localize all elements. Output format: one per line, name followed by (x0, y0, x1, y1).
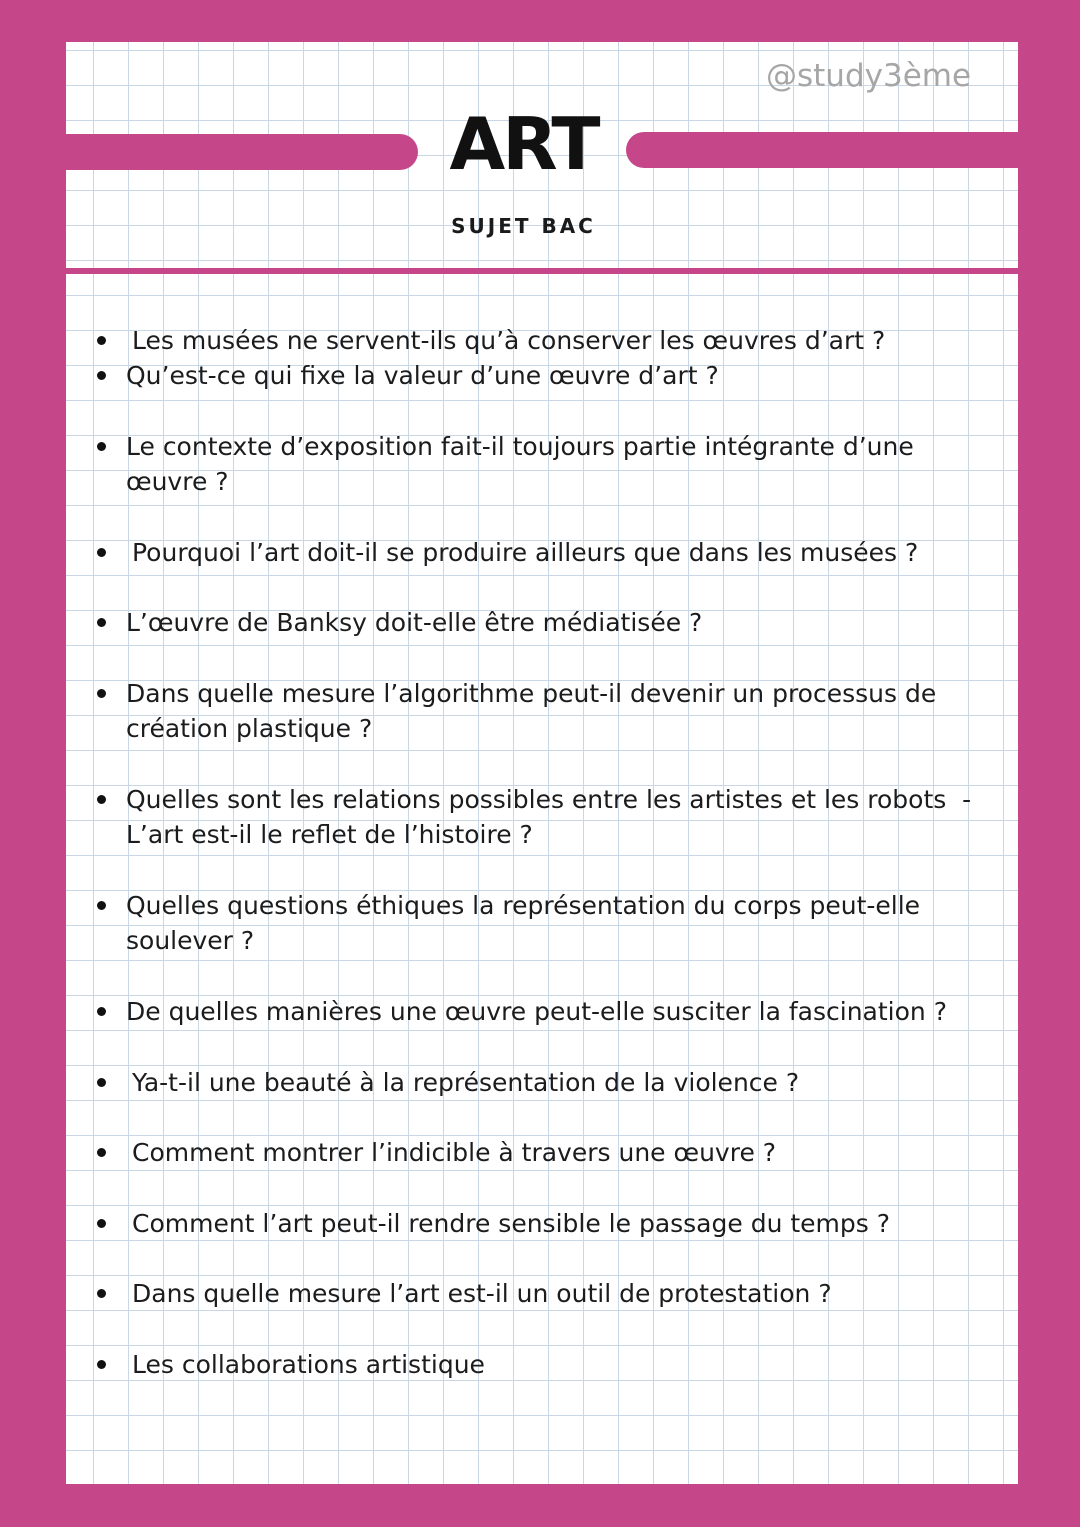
bullet-icon (97, 1007, 106, 1016)
question-text: Les musées ne servent-ils qu’à conserver les œuvres d’art ? (132, 326, 886, 355)
question-text: Qu’est-ce qui fixe la valeur d’une œuvre d’art ? (126, 361, 719, 390)
question-text: Dans quelle mesure l’algorithme peut-il devenir un processus de création plastique ? (126, 679, 937, 743)
bullet-icon (97, 442, 106, 451)
question-text: Comment montrer l’indicible à travers une œuvre ? (132, 1138, 777, 1167)
bullet-icon (97, 548, 106, 557)
question-text: Ya-t-il une beauté à la représentation de la violence ? (132, 1068, 800, 1097)
bullet-icon (97, 1360, 106, 1369)
bullet-icon (97, 618, 106, 627)
page-title: ART (449, 102, 598, 186)
header-band-left (66, 134, 418, 170)
grid-paper-sheet (66, 42, 1018, 1484)
question-text: Le contexte d’exposition fait-il toujours partie intégrante d’une œuvre ? (126, 432, 914, 496)
bullet-icon (97, 371, 106, 380)
bullet-icon (97, 901, 106, 910)
bullet-icon (97, 795, 106, 804)
question-text: De quelles manières une œuvre peut-elle susciter la fascination ? (126, 997, 947, 1026)
bullet-icon (97, 1289, 106, 1298)
bullet-icon (97, 1148, 106, 1157)
bullet-icon (97, 689, 106, 698)
bullet-icon (97, 1078, 106, 1087)
question-text: Quelles questions éthiques la représentation du corps peut-elle soulever ? (126, 891, 921, 955)
question-text: Pourquoi l’art doit-il se produire ailleurs que dans les musées ? (132, 538, 919, 567)
header-band-right (626, 132, 1018, 168)
page-subtitle: SUJET BAC (451, 214, 596, 238)
bullet-icon (97, 1219, 106, 1228)
bullet-icon (97, 336, 106, 345)
question-text: Quelles sont les relations possibles entre les artistes et les robots - L’art est-il le reflet de l’histoire ? (126, 785, 972, 849)
question-text: Dans quelle mesure l’art est-il un outil de protestation ? (132, 1279, 832, 1308)
watermark-handle: @study3ème (766, 58, 972, 94)
question-text: Les collaborations artistique (132, 1350, 485, 1379)
question-text: Comment l’art peut-il rendre sensible le passage du temps ? (132, 1209, 891, 1238)
header-divider (66, 268, 1018, 274)
question-text: L’œuvre de Banksy doit-elle être médiatisée ? (126, 608, 703, 637)
